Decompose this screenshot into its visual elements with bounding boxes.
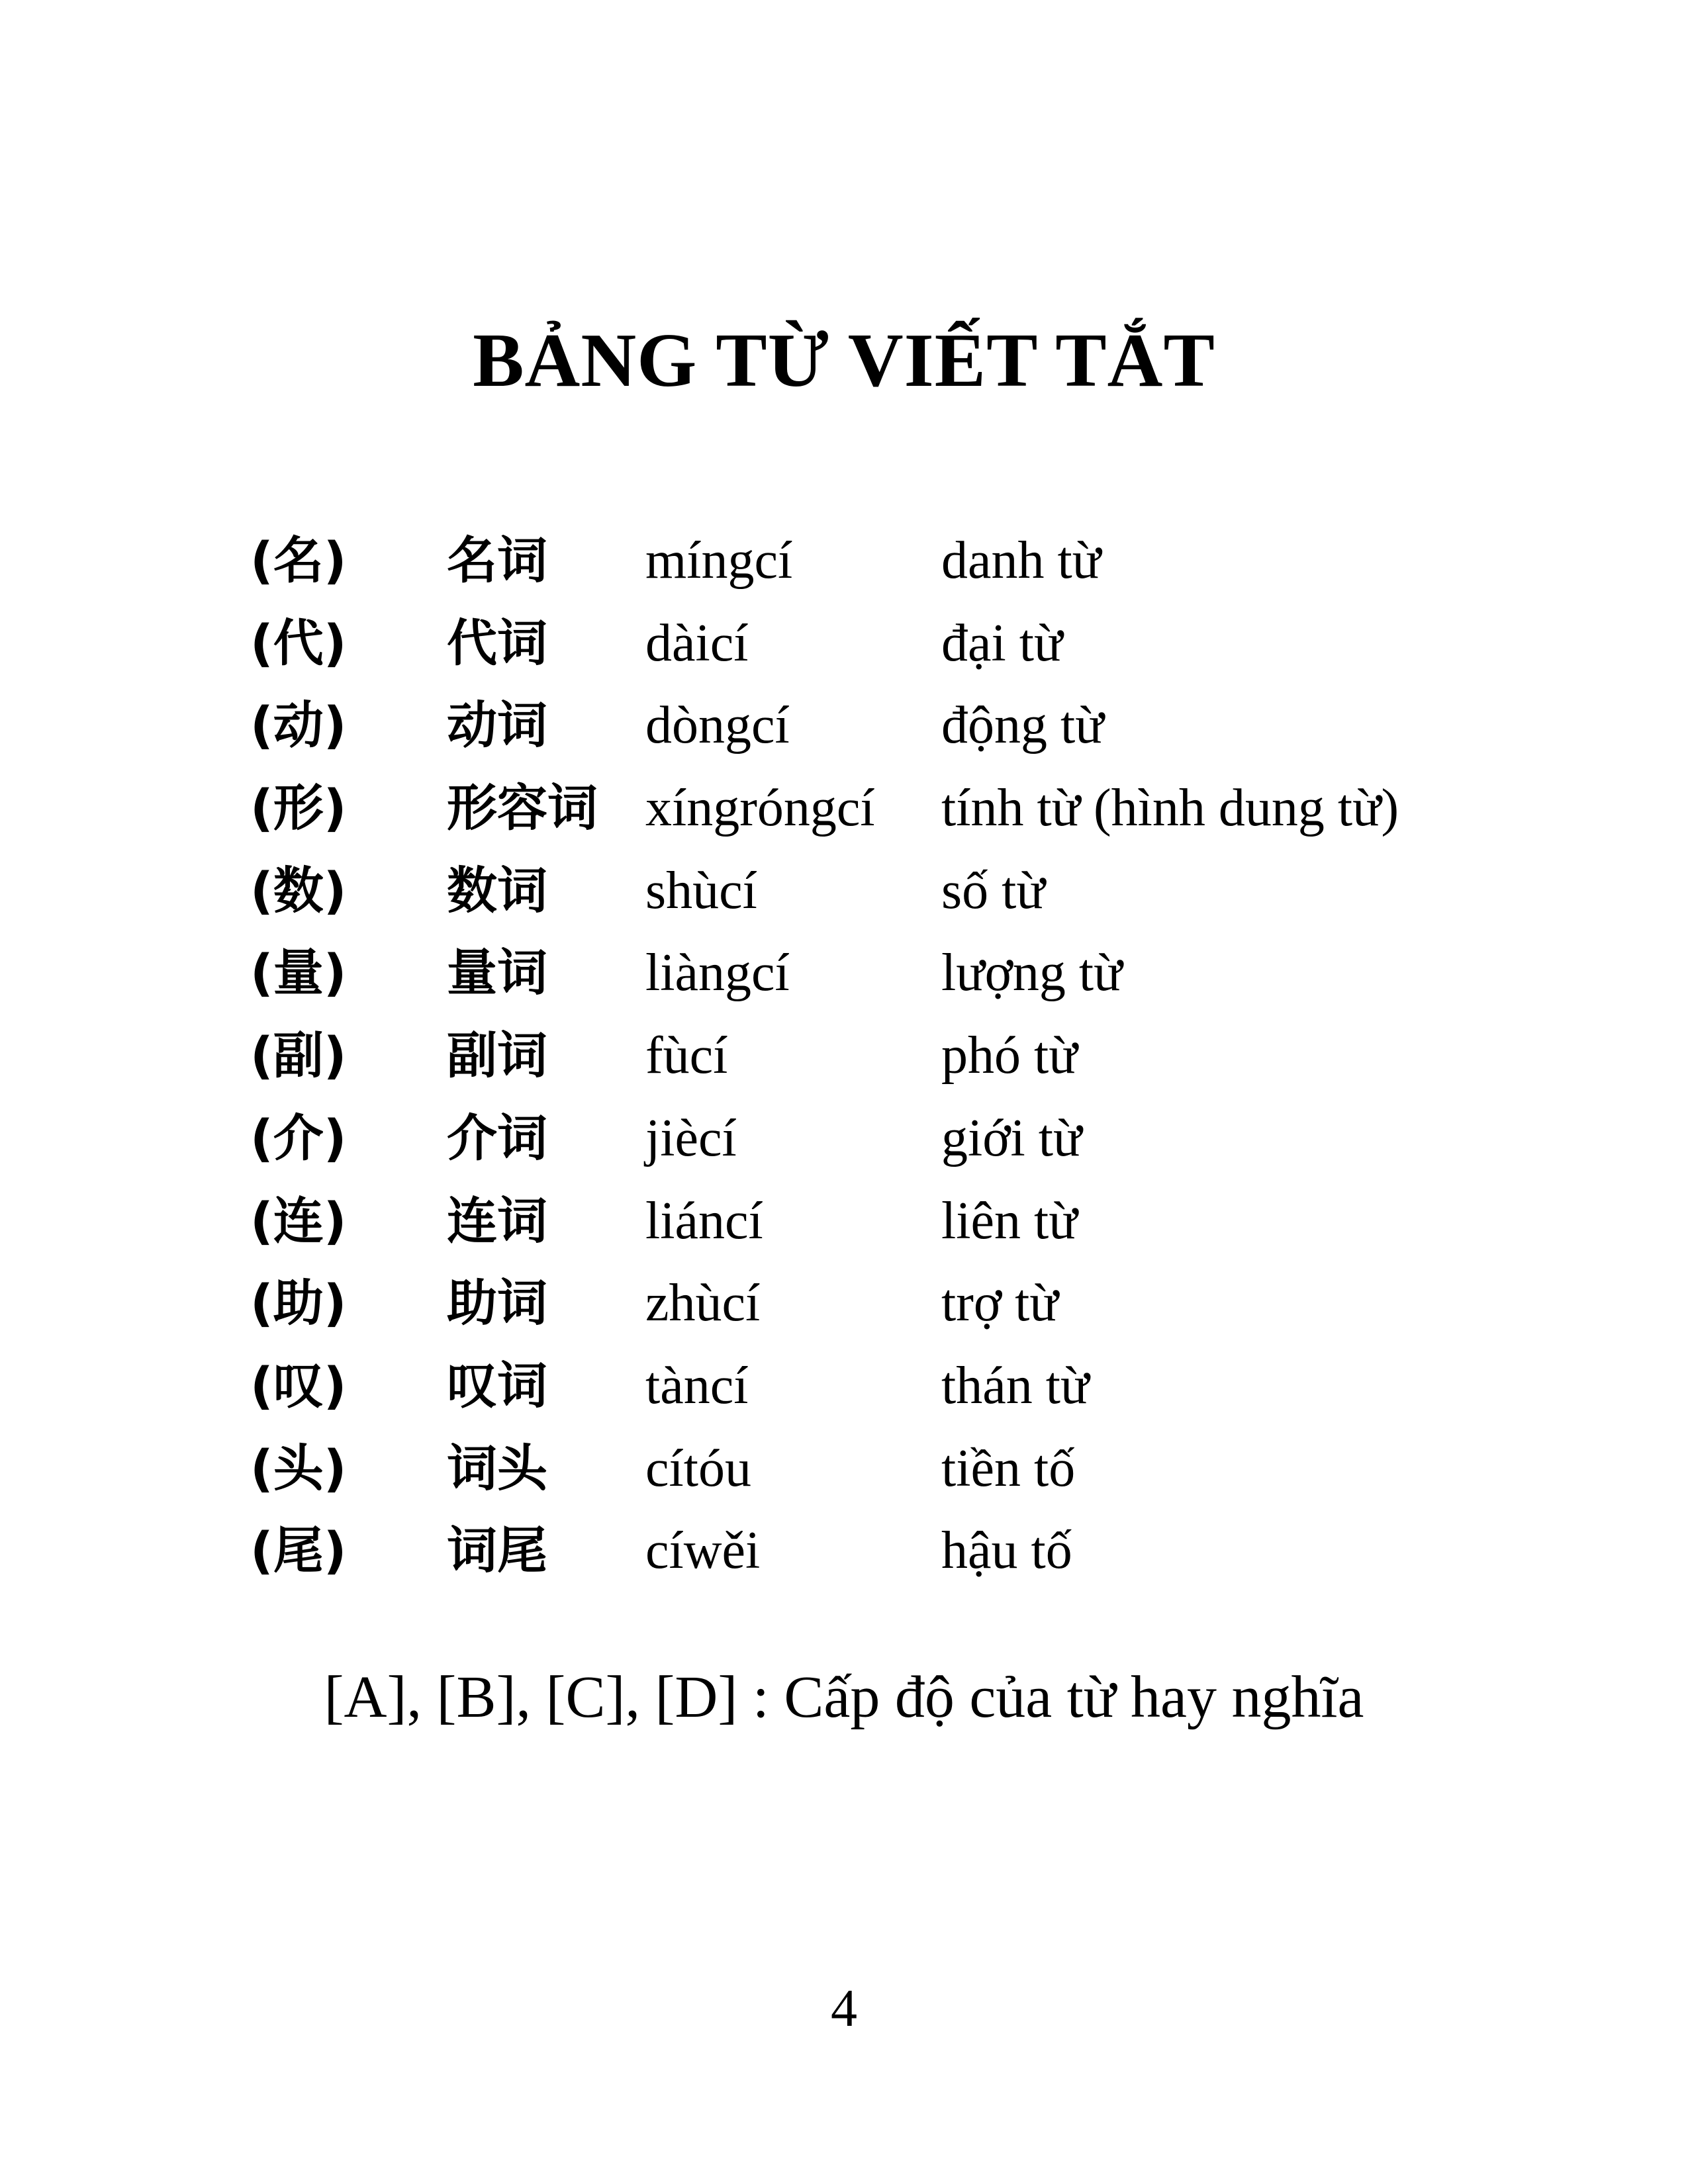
chinese-term: 数词 (447, 860, 547, 920)
pinyin: shùcí (645, 861, 757, 920)
page-title: BẢNG TỪ VIẾT TẮT (473, 318, 1215, 403)
vietnamese-meaning: tính từ (hình dung từ) (941, 779, 1399, 838)
table-row (0, 1015, 1688, 1097)
vietnamese-meaning: phó từ (941, 1026, 1078, 1085)
pinyin: tàncí (645, 1356, 749, 1415)
vietnamese-meaning: danh từ (941, 531, 1102, 590)
table-row (0, 684, 1688, 767)
vietnamese-meaning: tiền tố (941, 1439, 1076, 1498)
abbreviation: (连) (250, 1191, 347, 1250)
chinese-term: 量词 (447, 943, 547, 1003)
table-row (0, 520, 1688, 602)
abbreviation: (尾) (250, 1521, 347, 1580)
page-number: 4 (831, 1979, 857, 2038)
abbreviation: (副) (250, 1026, 347, 1085)
chinese-term: 动词 (447, 696, 547, 755)
chinese-term: 叹词 (447, 1355, 547, 1415)
pinyin: liáncí (645, 1191, 763, 1250)
abbreviation: (名) (250, 531, 347, 590)
abbreviation: (量) (250, 943, 347, 1003)
abbreviation: (代) (250, 613, 347, 672)
chinese-term: 副词 (447, 1026, 547, 1085)
abbreviation: (数) (250, 860, 347, 920)
pinyin: liàngcí (645, 944, 790, 1003)
pinyin: cíwěi (645, 1522, 761, 1580)
chinese-term: 形容词 (447, 778, 598, 838)
vietnamese-meaning: trợ từ (941, 1274, 1058, 1333)
vietnamese-meaning: lượng từ (941, 944, 1123, 1003)
abbreviation: (叹) (250, 1355, 347, 1415)
table-row (0, 1180, 1688, 1263)
table-row (0, 602, 1688, 685)
table-row (0, 767, 1688, 850)
table-row (0, 1510, 1688, 1592)
chinese-term: 名词 (447, 531, 547, 590)
vietnamese-meaning: đại từ (941, 614, 1063, 672)
vietnamese-meaning: thán từ (941, 1356, 1090, 1415)
chinese-term: 词头 (447, 1438, 547, 1498)
level-legend: [A], [B], [C], [D] : Cấp độ của từ hay nghĩa (324, 1664, 1364, 1730)
pinyin: fùcí (645, 1026, 728, 1085)
pinyin: dàicí (645, 614, 749, 672)
chinese-term: 词尾 (447, 1521, 547, 1580)
vietnamese-meaning: hậu tố (941, 1522, 1072, 1580)
chinese-term: 助词 (447, 1273, 547, 1333)
chinese-term: 介词 (447, 1108, 547, 1167)
pinyin: zhùcí (645, 1274, 761, 1333)
pinyin: míngcí (645, 531, 793, 590)
pinyin: xíngróngcí (645, 779, 875, 838)
abbreviation: (助) (250, 1273, 347, 1333)
vietnamese-meaning: động từ (941, 696, 1104, 755)
table-row (0, 1345, 1688, 1428)
vietnamese-meaning: liên từ (941, 1191, 1078, 1250)
table-row (0, 932, 1688, 1015)
abbreviation: (动) (250, 696, 347, 755)
vietnamese-meaning: số từ (941, 861, 1045, 920)
chinese-term: 连词 (447, 1191, 547, 1250)
abbreviation-table (0, 520, 1688, 1592)
pinyin: jiècí (645, 1109, 737, 1167)
table-row (0, 850, 1688, 933)
table-row (0, 1262, 1688, 1345)
pinyin: dòngcí (645, 696, 790, 755)
vietnamese-meaning: giới từ (941, 1109, 1082, 1167)
abbreviation: (形) (250, 778, 347, 838)
table-row (0, 1428, 1688, 1510)
chinese-term: 代词 (447, 613, 547, 672)
table-row (0, 1097, 1688, 1180)
abbreviation: (介) (250, 1108, 347, 1167)
abbreviation: (头) (250, 1438, 347, 1498)
pinyin: cítóu (645, 1439, 751, 1498)
